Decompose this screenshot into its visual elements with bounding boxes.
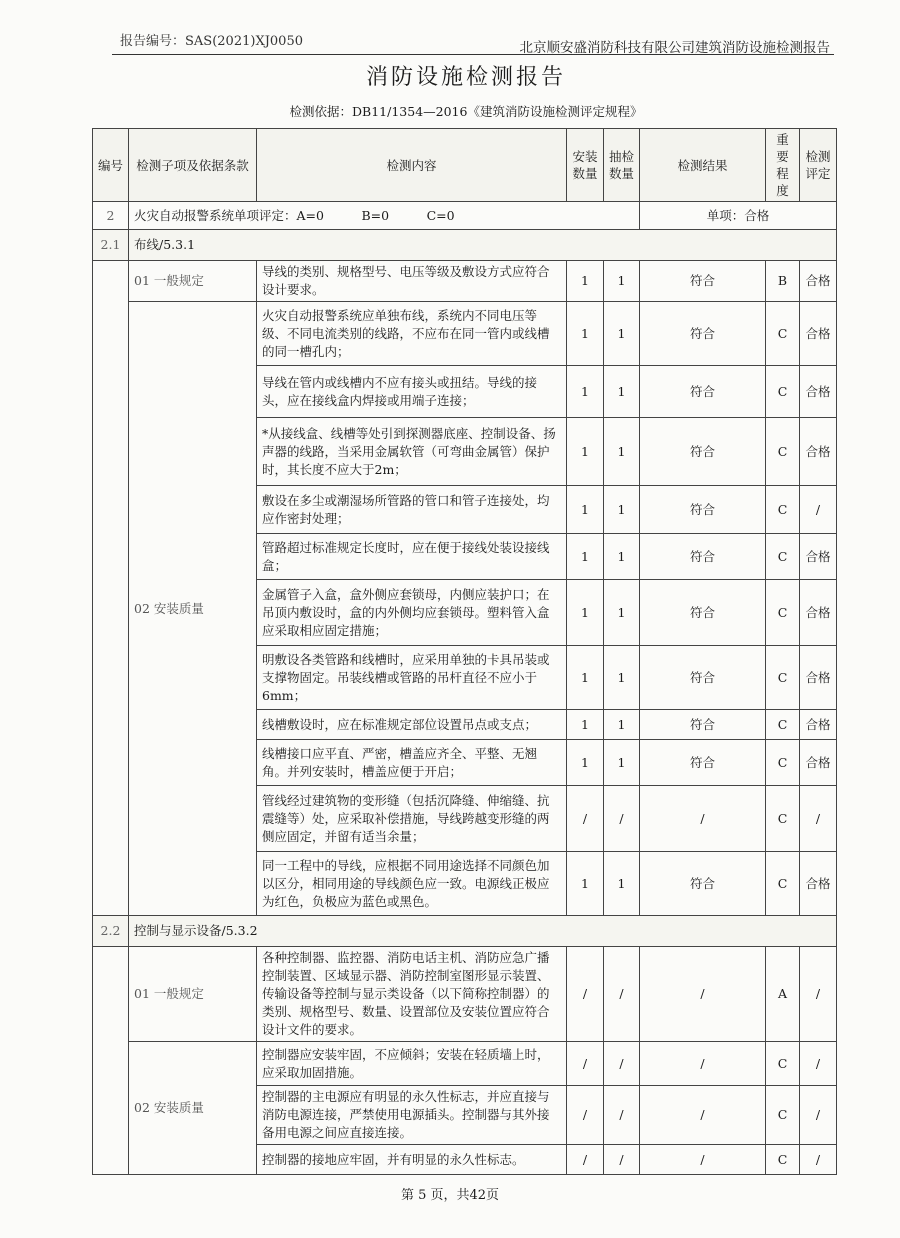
importance-level: C <box>766 1145 800 1175</box>
inspection-content: 导线的类别、规格型号、电压等级及敷设方式应符合设计要求。 <box>257 261 567 302</box>
importance-level: C <box>766 418 800 486</box>
install-qty: 1 <box>567 418 604 486</box>
evaluation: 合格 <box>800 366 837 418</box>
evaluation: 合格 <box>800 580 837 646</box>
inspection-content: 导线在管内或线槽内不应有接头或扭结。导线的接头，应在接线盒内焊接或用端子连接； <box>257 366 567 418</box>
sample-qty: 1 <box>604 646 640 710</box>
inspection-content: 管线经过建筑物的变形缝（包括沉降缝、伸缩缝、抗震缝等）处，应采取补偿措施，导线跨越变形缝的两侧应固定，并留有适当余量； <box>257 786 567 852</box>
sample-qty: 1 <box>604 534 640 580</box>
evaluation: 合格 <box>800 302 837 366</box>
inspection-result: 符合 <box>640 366 766 418</box>
section-2-1-general-label: 01 一般规定 <box>129 261 257 302</box>
evaluation: 合格 <box>800 710 837 740</box>
inspection-content: *从接线盒、线槽等处引到探测器底座、控制设备、扬声器的线路，当采用金属软管（可弯曲金属管）保护时，其长度不应大于2m； <box>257 418 567 486</box>
col-result: 检测结果 <box>640 129 766 202</box>
install-qty: 1 <box>567 580 604 646</box>
evaluation: 合格 <box>800 534 837 580</box>
table-row <box>93 261 837 302</box>
importance-level: C <box>766 580 800 646</box>
sample-qty: 1 <box>604 710 640 740</box>
inspection-result: 符合 <box>640 740 766 786</box>
install-qty: 1 <box>567 852 604 916</box>
col-content: 检测内容 <box>257 129 567 202</box>
section-2-2-no: 2.2 <box>93 916 129 947</box>
install-qty: / <box>567 786 604 852</box>
inspection-result: / <box>640 1042 766 1086</box>
install-qty: 1 <box>567 740 604 786</box>
col-eval-l2: 评定 <box>805 166 831 181</box>
inspection-result: 符合 <box>640 486 766 534</box>
col-importance-l2: 程度 <box>776 166 789 198</box>
importance-level: C <box>766 486 800 534</box>
section-2-1-no: 2.1 <box>93 230 129 261</box>
sample-qty: / <box>604 1042 640 1086</box>
sample-qty: 1 <box>604 366 640 418</box>
inspection-result: 符合 <box>640 261 766 302</box>
inspection-content: 控制器应安装牢固，不应倾斜；安装在轻质墙上时，应采取加固措施。 <box>257 1042 567 1086</box>
inspection-table <box>92 128 837 1175</box>
col-no: 编号 <box>93 129 129 202</box>
col-install-l1: 安装 <box>572 149 598 164</box>
install-qty: 1 <box>567 302 604 366</box>
install-qty: / <box>567 947 604 1042</box>
col-sample-l1: 抽检 <box>609 149 635 164</box>
col-eval-l1: 检测 <box>805 149 831 164</box>
table-row <box>93 302 837 366</box>
inspection-content: 控制器的接地应牢固，并有明显的永久性标志。 <box>257 1145 567 1175</box>
importance-level: A <box>766 947 800 1042</box>
install-qty: / <box>567 1086 604 1145</box>
install-qty: 1 <box>567 261 604 302</box>
col-subitem: 检测子项及依据条款 <box>129 129 257 202</box>
inspection-result: 符合 <box>640 418 766 486</box>
col-sample-qty <box>604 129 640 202</box>
evaluation: / <box>800 1042 837 1086</box>
sample-qty: 1 <box>604 580 640 646</box>
inspection-content: 各种控制器、监控器、消防电话主机、消防应急广播控制装置、区域显示器、消防控制室图形显示装置、传输设备等控制与显示类设备（以下简称控制器）的类别、规格型号、数量、设置部位及安装位置应符合设计文件的要求。 <box>257 947 567 1042</box>
col-evaluation <box>800 129 837 202</box>
inspection-result: 符合 <box>640 534 766 580</box>
table-row <box>93 1042 837 1086</box>
install-qty: 1 <box>567 646 604 710</box>
inspection-result: 符合 <box>640 646 766 710</box>
evaluation: / <box>800 1145 837 1175</box>
importance-level: C <box>766 852 800 916</box>
inspection-result: 符合 <box>640 580 766 646</box>
sample-qty: / <box>604 1145 640 1175</box>
sample-qty: 1 <box>604 852 640 916</box>
sample-qty: / <box>604 947 640 1042</box>
install-qty: 1 <box>567 710 604 740</box>
install-qty: 1 <box>567 534 604 580</box>
importance-level: C <box>766 534 800 580</box>
inspection-result: / <box>640 786 766 852</box>
install-qty: 1 <box>567 486 604 534</box>
inspection-content: 明敷设各类管路和线槽时，应采用单独的卡具吊装或支撑物固定。吊装线槽或管路的吊杆直径不应小于6mm； <box>257 646 567 710</box>
section-2-2-title: 控制与显示设备/5.3.2 <box>129 916 837 947</box>
evaluation: 合格 <box>800 646 837 710</box>
importance-level: B <box>766 261 800 302</box>
table-row <box>93 947 837 1042</box>
importance-level: C <box>766 740 800 786</box>
col-importance-l1: 重要 <box>776 132 789 164</box>
importance-level: C <box>766 710 800 740</box>
sample-qty: / <box>604 1086 640 1145</box>
sample-qty: 1 <box>604 261 640 302</box>
evaluation: 合格 <box>800 261 837 302</box>
sample-qty: 1 <box>604 418 640 486</box>
inspection-content: 金属管子入盒，盒外侧应套锁母，内侧应装护口；在吊顶内敷设时，盒的内外侧均应套锁母。塑料管入盒应采取相应固定措施； <box>257 580 567 646</box>
inspection-result: / <box>640 947 766 1042</box>
section-2-1-title: 布线/5.3.1 <box>129 230 837 261</box>
inspection-content: 火灾自动报警系统应单独布线，系统内不同电压等级、不同电流类别的线路，不应布在同一管内或线槽的同一槽孔内； <box>257 302 567 366</box>
inspection-result: 符合 <box>640 710 766 740</box>
summary-no: 2 <box>93 202 129 230</box>
sample-qty: 1 <box>604 302 640 366</box>
install-qty: / <box>567 1042 604 1086</box>
column-header-row <box>93 129 837 202</box>
importance-level: C <box>766 1086 800 1145</box>
page-footer: 第 5 页，共42页 <box>400 1188 500 1203</box>
company-report-title: 北京顺安盛消防科技有限公司建筑消防设施检测报告 <box>519 40 830 56</box>
report-number-value: SAS(2021)XJ0050 <box>185 34 303 49</box>
inspection-basis: 检测依据：DB11/1354—2016《建筑消防设施检测评定规程》 <box>289 104 643 119</box>
evaluation: / <box>800 1086 837 1145</box>
inspection-content: 敷设在多尘或潮湿场所管路的管口和管子连接处，均应作密封处理； <box>257 486 567 534</box>
inspection-result: 符合 <box>640 852 766 916</box>
section-2-1-no-spacer <box>93 261 129 916</box>
section-2-2-no-spacer <box>93 947 129 1175</box>
sample-qty: 1 <box>604 486 640 534</box>
importance-level: C <box>766 646 800 710</box>
inspection-content: 控制器的主电源应有明显的永久性标志，并应直接与消防电源连接，严禁使用电源插头。控制器与其外接备用电源之间应直接连接。 <box>257 1086 567 1145</box>
sample-qty: / <box>604 786 640 852</box>
inspection-result: / <box>640 1145 766 1175</box>
install-qty: / <box>567 1145 604 1175</box>
evaluation: 合格 <box>800 740 837 786</box>
evaluation: / <box>800 486 837 534</box>
evaluation: / <box>800 947 837 1042</box>
evaluation: / <box>800 786 837 852</box>
summary-text: 火灾自动报警系统单项评定：A=0 B=0 C=0 <box>129 202 640 230</box>
sample-qty: 1 <box>604 740 640 786</box>
inspection-content: 同一工程中的导线，应根据不同用途选择不同颜色加以区分，相同用途的导线颜色应一致。电源线正极应为红色，负极应为蓝色或黑色。 <box>257 852 567 916</box>
evaluation: 合格 <box>800 852 837 916</box>
importance-level: C <box>766 786 800 852</box>
section-2-2-general-label: 01 一般规定 <box>129 947 257 1042</box>
report-number-label: 报告编号： <box>120 34 186 49</box>
inspection-content: 线槽敷设时，应在标准规定部位设置吊点或支点； <box>257 710 567 740</box>
importance-level: C <box>766 366 800 418</box>
col-install-qty <box>567 129 604 202</box>
summary-row <box>93 202 837 230</box>
inspection-result: / <box>640 1086 766 1145</box>
install-qty: 1 <box>567 366 604 418</box>
col-install-l2: 数量 <box>572 166 598 181</box>
section-2-1-install-label: 02 安装质量 <box>129 302 257 916</box>
summary-result: 单项：合格 <box>640 202 837 230</box>
evaluation: 合格 <box>800 418 837 486</box>
inspection-result: 符合 <box>640 302 766 366</box>
importance-level: C <box>766 1042 800 1086</box>
inspection-content: 管路超过标准规定长度时，应在便于接线处装设接线盒； <box>257 534 567 580</box>
report-number <box>120 30 303 49</box>
section-2-2-install-label: 02 安装质量 <box>129 1042 257 1175</box>
col-importance <box>766 129 800 202</box>
section-2-1-header-row <box>93 230 837 261</box>
section-2-2-header-row <box>93 916 837 947</box>
inspection-content: 线槽接口应平直、严密，槽盖应齐全、平整、无翘角。并列安装时，槽盖应便于开启； <box>257 740 567 786</box>
col-sample-l2: 数量 <box>609 166 635 181</box>
page-title: 消防设施检测报告 <box>365 65 566 90</box>
importance-level: C <box>766 302 800 366</box>
header-divider <box>112 54 834 55</box>
